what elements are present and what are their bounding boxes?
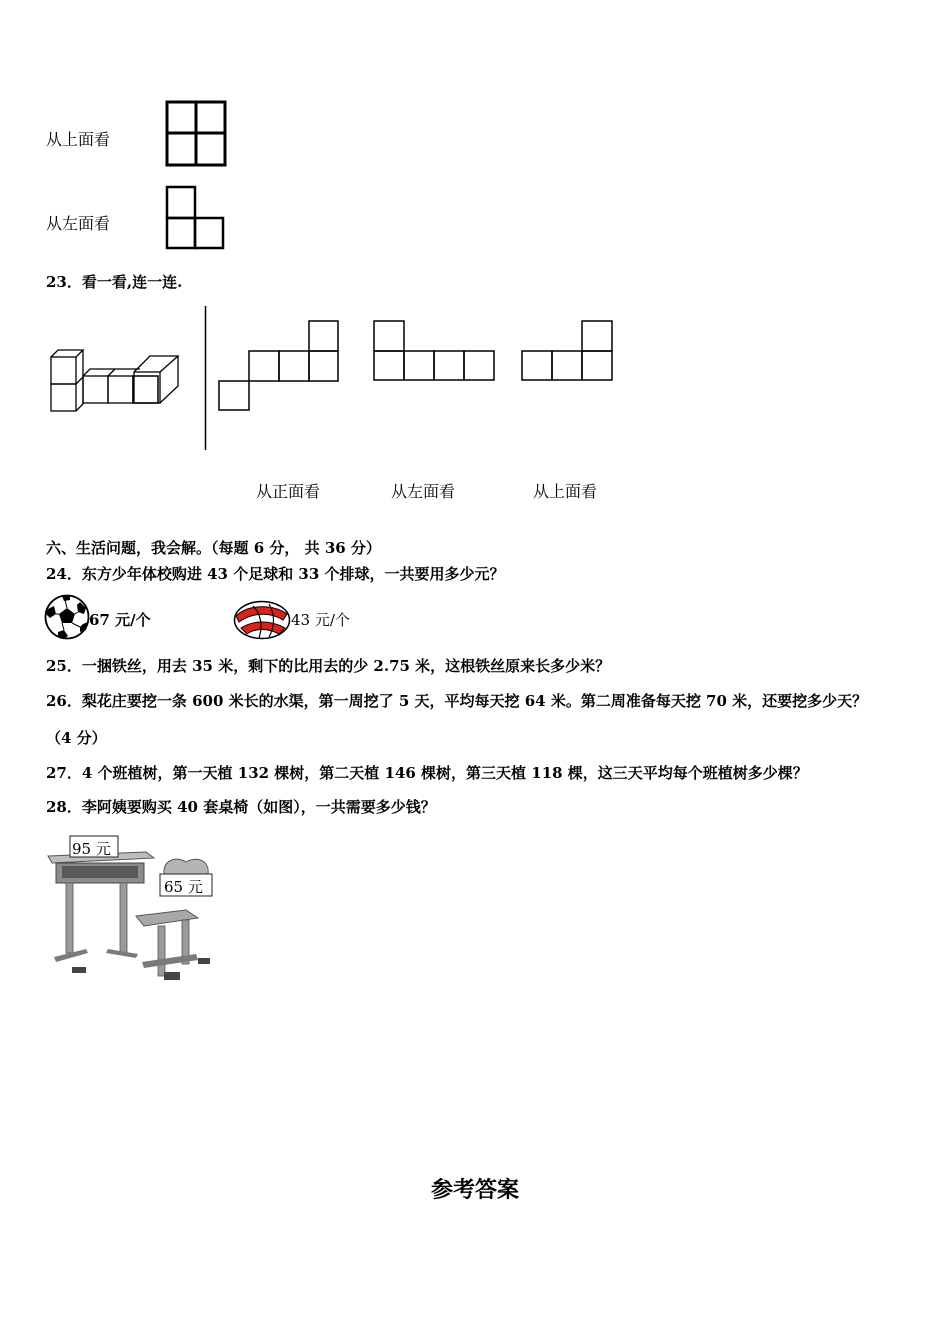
left-view-figure <box>166 186 226 250</box>
chair-price-tag: 65 元 <box>164 878 203 896</box>
soccer-price-text: 67 元/个 <box>89 611 151 629</box>
view-label-left: 从左面看 <box>391 482 456 501</box>
soccer-price <box>89 609 151 630</box>
view-shape-a <box>218 320 340 412</box>
divider-line <box>204 306 208 450</box>
cube-stack-figure <box>50 348 185 414</box>
top-view-figure <box>166 101 228 167</box>
view-label-front: 从正面看 <box>256 482 321 501</box>
view-label-top: 从上面看 <box>533 482 598 501</box>
question-26-score: （4 分） <box>46 729 107 747</box>
question-24: 24．东方少年体校购进 43 个足球和 33 个排球，一共要用多少元？ <box>46 565 505 583</box>
question-25: 25．一捆铁丝，用去 35 米，剩下的比用去的少 2.75 米，这根铁丝原来长多少米？ <box>46 657 611 675</box>
view-top-label: 从上面看 <box>46 130 111 149</box>
soccer-ball-icon <box>44 594 90 640</box>
volleyball-icon <box>233 600 291 640</box>
answers-title: 参考答案 <box>431 1178 520 1203</box>
desk-price-tag: 95 元 <box>72 840 111 858</box>
question-23: 23．看一看,连一连. <box>46 273 183 291</box>
view-shape-b <box>372 320 496 382</box>
question-28: 28．李阿姨要购买 40 套桌椅（如图），一共需要多少钱？ <box>46 798 436 816</box>
view-left-label: 从左面看 <box>46 214 111 233</box>
volleyball-price-text: 43 元/个 <box>291 611 350 629</box>
section-6-heading: 六、生活问题，我会解。（每题 6 分， 共 36 分） <box>46 539 381 557</box>
question-27: 27．4 个班植树，第一天植 132 棵树，第二天植 146 棵树，第三天植 118 棵，这三天平均每个班植树多少棵？ <box>46 764 808 782</box>
volleyball-price <box>291 609 350 630</box>
question-26: 26．梨花庄要挖一条 600 米长的水渠，第一周挖了 5 天，平均每天挖 64 米。第二周准备每天挖 70 米，还要挖多少天？ <box>46 692 868 710</box>
view-shape-c <box>521 320 615 382</box>
